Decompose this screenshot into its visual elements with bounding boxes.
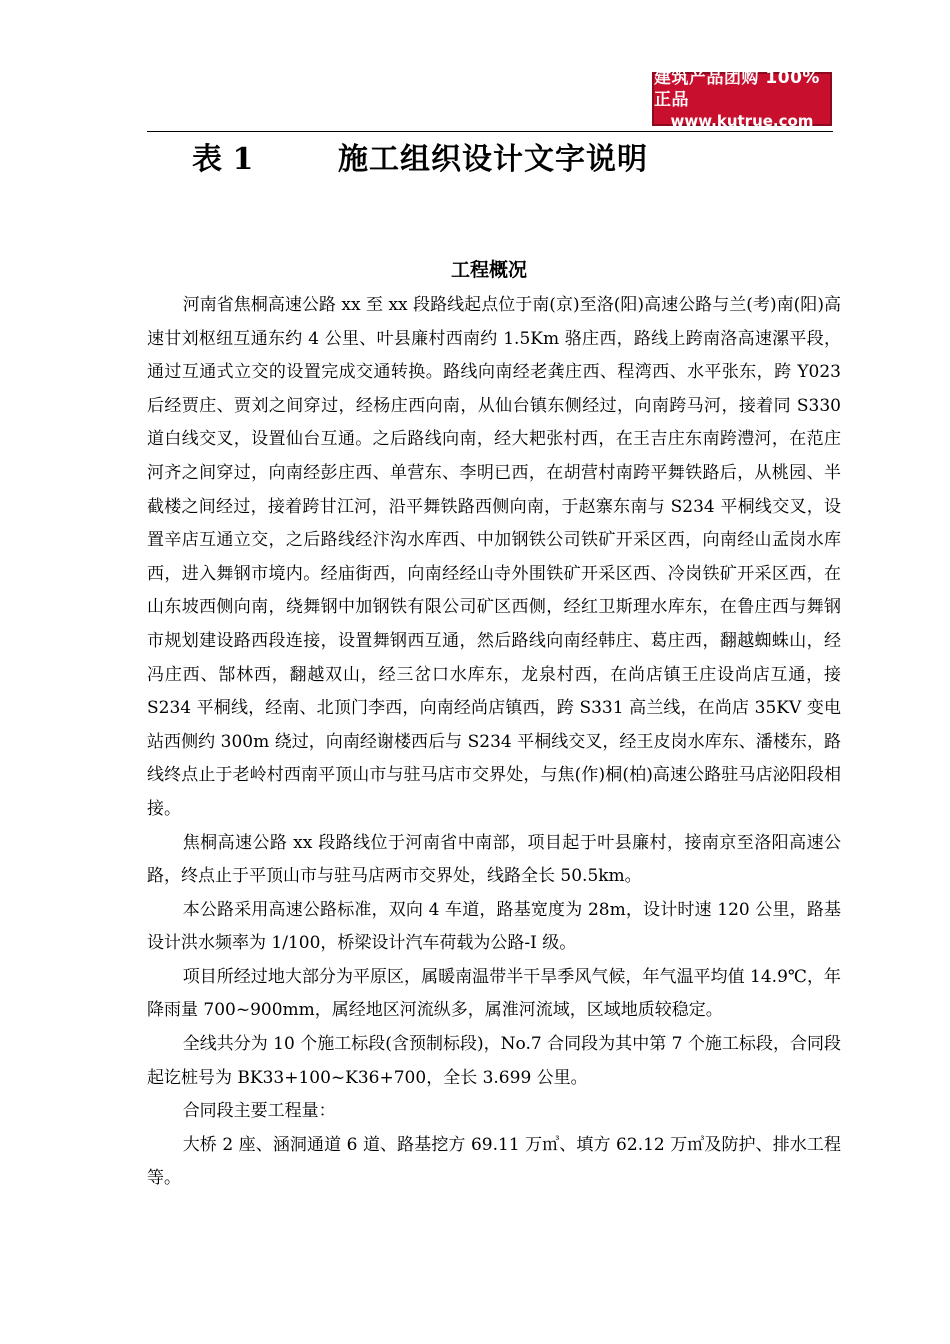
paragraph-location: 焦桐高速公路 xx 段路线位于河南省中南部，项目起于叶县廉村，接南京至洛阳高速公路，终点止于平顶山市与驻马店两市交界处，线路全长 50.5km。 [147, 832, 841, 887]
paragraph-sections: 全线共分为 10 个施工标段(含预制标段)，No.7 合同段为其中第 7 个施工标段，合同段起讫桩号为 BK33+100~K36+700，全长 3.699 公里。 [147, 1034, 841, 1088]
logo-slogan: 建筑产品团购 100%正品 [654, 68, 820, 110]
section-heading: 工程概况 [450, 259, 527, 281]
title-text: 施工组织设计文字说明 [338, 142, 648, 177]
header-rule [147, 131, 833, 132]
paragraph-quantities-label: 合同段主要工程量： [182, 1101, 336, 1122]
logo-url: www.kutrue.com [670, 112, 814, 130]
document-body [147, 289, 841, 1196]
paragraph-quantities: 大桥 2 座、涵洞通道 6 道、路基挖方 69.11 万㎥、填方 62.12 万㎥及防护、排水工程等。 [147, 1134, 841, 1189]
paragraph-climate: 项目所经过地大部分为平原区，属暖南温带半干旱季风气候，年气温平均值 14.9℃，年降雨量 700~900mm，属经地区河流纵多，属淮河流域，区域地质较稳定。 [147, 966, 841, 1021]
paragraph-standard: 本公路采用高速公路标准，双向 4 车道，路基宽度为 28m，设计时速 120 公里，路基设计洪水频率为 1/100，桥梁设计汽车荷载为公路-Ⅰ 级。 [147, 899, 841, 954]
table-number: 表 1 [192, 142, 254, 177]
brand-logo [652, 68, 832, 130]
page-title [0, 140, 950, 180]
paragraph-route: 河南省焦桐高速公路 xx 至 xx 段路线起点位于南(京)至洛(阳)高速公路与兰(考)南(阳)高速甘刘枢纽互通东约 4 公里、叶县廉村西南约 1.5Km 骆庄西，路线上跨南洛高速漯平段，通过互通式立交的设置完成交通转换。路线向南经老龚庄西、程湾西、水平张东，跨 Y023 后经贾庄、贾刘之间穿过，经杨庄西向南，从仙台镇东侧经过，向南跨马河，接着同 S330 道白线交叉，设置仙台互通。之后路线向南，经大耙张村西，在王吉庄东南跨澧河，在范庄河齐之间穿过，向南经彭庄西、单营东、李明已西，在胡营村南跨平舞铁路后，从桃园、半截楼之间经过，接着跨甘江河，沿平舞铁路西侧向南，于赵寨东南与 S234 平桐线交叉，设置辛店互通立交，之后路线经汴沟水库西、中加钢铁公司铁矿开采区西，向南经山孟岗水库西，进入舞钢市境内。经庙街西，向南经经山寺外围铁矿开采区西、冷岗铁矿开采区西，在山东坡西侧向南，绕舞钢中加钢铁有限公司矿区西侧，经红卫斯理水库东，在鲁庄西与舞钢市规划建设路西段连接，设置舞钢西互通，然后路线向南经韩庄、葛庄西，翻越蜘蛛山，经冯庄西、郜林西，翻越双山，经三岔口水库东，龙泉村西，在尚店镇王庄设尚店互通，接 S234 平桐线，经南、北顶门李西，向南经尚店镇西，跨 S331 高兰线，在尚店 35KV 变电站西侧约 300m 绕过，向南经谢楼西后与 S234 平桐线交叉，经王皮岗水库东、潘楼东，路线终点止于老岭村西南平顶山市与驻马店市交界处，与焦(作)桐(柏)高速公路驻马店泌阳段相接。 [147, 295, 841, 819]
